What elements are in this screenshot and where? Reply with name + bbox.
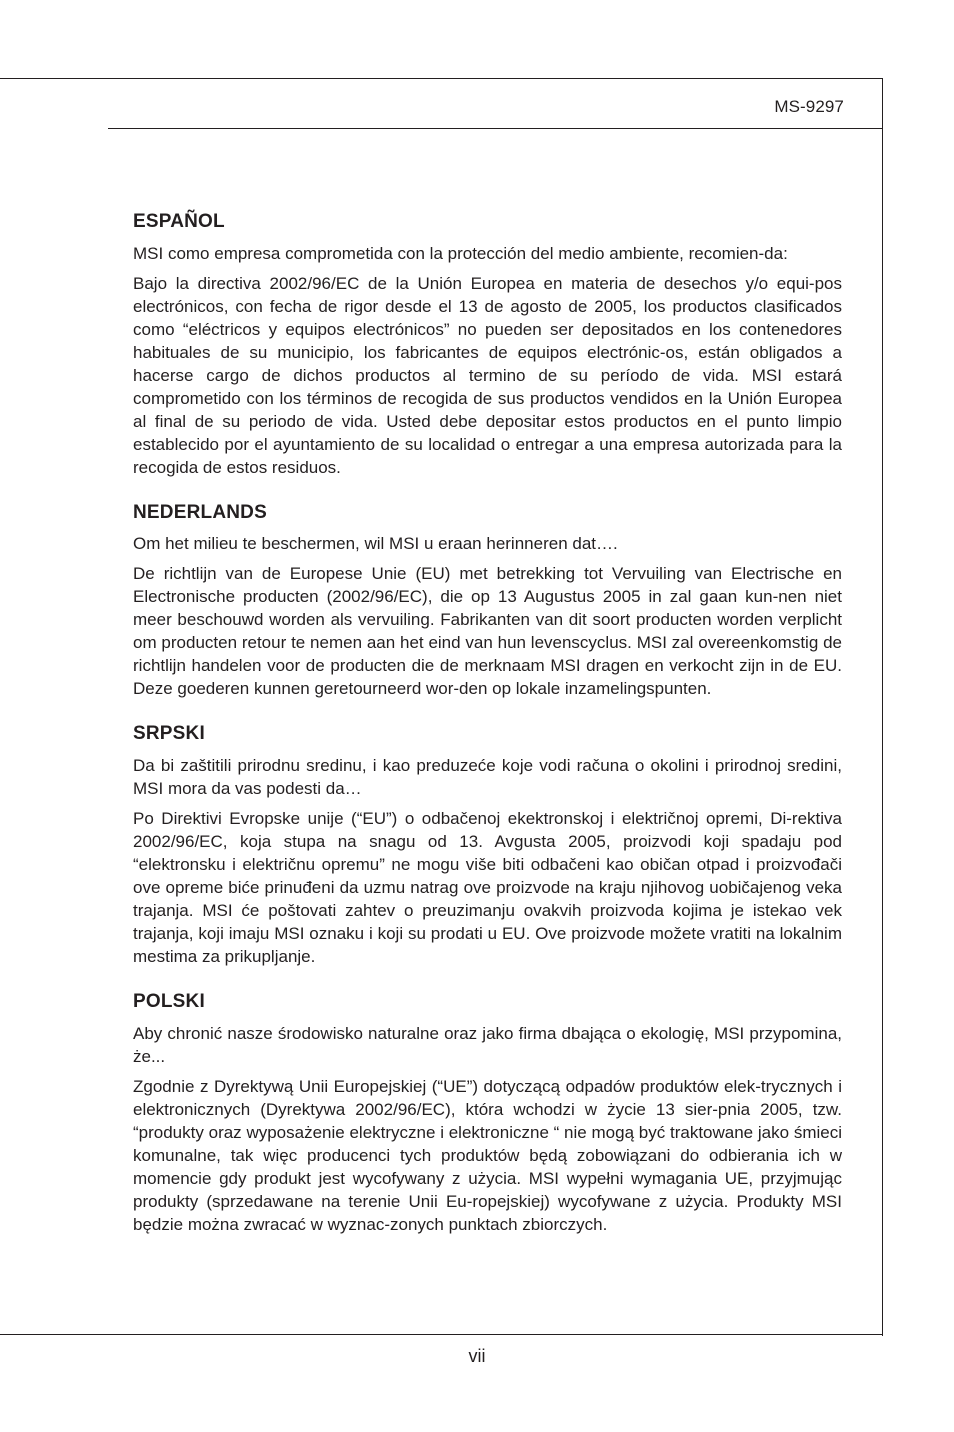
section-heading: POLSKI [133, 991, 205, 1013]
bottom-border-line [0, 1334, 883, 1335]
section-body: Zgodnie z Dyrektywą Unii Europejskiej (“UE”) dotyczącą odpadów produktów elek-trycznych i elektronicznych (Dyrektywa 2002/96/EC), która wchodzi w życie 13 sier-pnia 2005, tzw. “produkty oraz wyposażenie elektryczne i elektroniczne “ nie mogą być traktowane jako śmieci komunalne, tak więc producenci tych produktów będą zobowiązani do odbierania ich w momencie gdy produkt jest wycofywany z użycia. MSI wypełni wymagania UE, przyjmując produkty (sprzedawane na terenie Unii Eu-ropejskiej) wycofywane z użycia. Produkty MSI będzie można zwracać w wyznac-zonych punktach zbiorczych. [133, 1076, 842, 1234]
section-nederlands [133, 501, 842, 701]
section-heading: NEDERLANDS [133, 501, 267, 523]
section-body: Po Direktivi Evropske unije (“EU”) o odbačenoj ekektronskoj i električnoj opremi, Di-rektiva 2002/96/EC, koja stupa na snagu od 13. Avgusta 2005, proizvodi koji spadaju pod “elektronsku i električnu opremu” ne mogu više biti odbačeni kao običan otpad i proizvođači ove opreme biće prinuđeni da uzmu natrag ove proizvode na kraju njihovog uobičajenog veka trajanja. MSI će poštovati zahtev o preuzimanju ovakvih proizvoda kojima je istekao vek trajanja, koji imaju MSI oznaku i koji su prodati u EU. Ove proizvode možete vratiti na lokalnim mestima za prikupljanje. [133, 809, 842, 967]
section-heading: ESPAÑOL [133, 211, 225, 232]
section-body: Bajo la directiva 2002/96/EC de la Unión Europea en materia de desechos y/o equi-pos electrónicos, con fecha de rigor desde el 13 de agosto de 2005, los productos clasificados como “eléctricos y equipos electrónicos” no pueden ser depositados en los contenedores habituales de su municipio, los fabricantes de equipos electrónic-os, están obligados a hacerse cargo de dichos productos al termino de su período de vida. MSI estará comprometido con los términos de recogida de sus productos vendidos en la Unión Europea al final de su periodo de vida. Usted debe depositar estos productos en el punto limpio establecido por el ayuntamiento de su localidad o entregar a una empresa autorizada para la recogida de estos residuos. [133, 273, 842, 477]
section-intro: Da bi zaštitili prirodnu sredinu, i kao preduzeće koje vodi računa o okolini i prirodnoj sredini, MSI mora da vas podesti da… [133, 756, 842, 799]
section-body: De richtlijn van de Europese Unie (EU) met betrekking tot Vervuiling van Electrische en Electronische producten (2002/96/EC), die op 13 Augustus 2005 in zal gaan kun-nen niet meer beschouwd worden als vervuiling. Fabrikanten van dit soort producten worden verplicht om producten retour te nemen aan het eind van hun levenscyclus. MSI zal overeenkomstig de richtlijn handelen voor de producten die de merknaam MSI dragen en verkocht zijn in de EU. Deze goederen kunnen geretourneerd wor-den op lokale inzamelingspunten. [133, 564, 842, 699]
section-intro: Om het milieu te beschermen, wil MSI u eraan herinneren dat…. [133, 534, 618, 554]
section-srpski [133, 722, 842, 968]
page-number: vii [468, 1346, 486, 1366]
section-heading: SRPSKI [133, 723, 205, 745]
model-number: MS-9297 [774, 97, 844, 116]
top-border-line [0, 78, 883, 79]
section-polski [133, 990, 842, 1236]
page-content [133, 210, 842, 1258]
header-divider [108, 128, 883, 129]
section-intro: MSI como empresa comprometida con la protección del medio ambiente, recomien-da: [133, 243, 788, 263]
section-intro: Aby chronić nasze środowisko naturalne oraz jako firma dbająca o ekologię, MSI przypomina, że... [133, 1023, 842, 1066]
section-espanol [133, 210, 842, 479]
right-border-line [882, 78, 883, 1336]
